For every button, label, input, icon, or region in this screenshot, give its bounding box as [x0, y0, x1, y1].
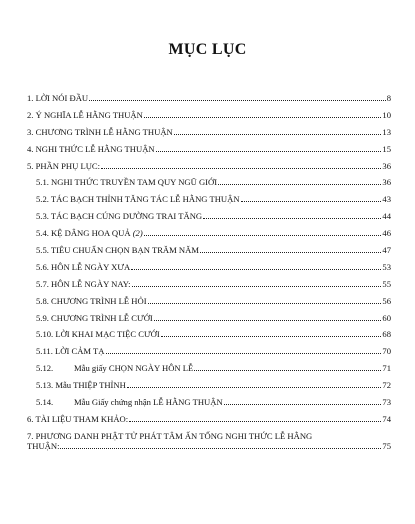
toc-page-number: 72: [382, 380, 391, 391]
toc-subentry[interactable]: [27, 346, 391, 356]
toc-subentry[interactable]: [27, 177, 391, 187]
dot-leader: [154, 320, 382, 321]
toc-page-number: 15: [382, 143, 391, 154]
toc-page-number: 47: [382, 245, 391, 256]
toc-subentry[interactable]: [27, 397, 391, 407]
toc-entry-label: 5. PHẦN PHỤ LỤC:: [27, 160, 101, 171]
toc-entry-label: 5.13. Mẫu THIỆP THỈNH: [36, 380, 126, 391]
table-of-contents: [27, 93, 391, 458]
toc-entry-label: 5.8. CHƯƠNG TRÌNH LỄ HỎI: [36, 295, 147, 306]
toc-page-number: 8: [386, 93, 391, 103]
toc-page-number: 68: [382, 329, 391, 340]
toc-entry-label: 1. LỜI NÓI ĐẦU: [27, 93, 89, 103]
toc-page-number: 13: [382, 126, 391, 137]
toc-subentry[interactable]: [27, 279, 391, 289]
toc-entry-label: 7. PHƯƠNG DANH PHẬT TỬ PHÁT TÂM ẤN TỐNG NGHI THỨC LỄ HẰNG: [27, 430, 313, 441]
dot-leader: [200, 252, 381, 253]
dot-leader: [127, 387, 382, 388]
dot-leader: [144, 235, 382, 236]
toc-entry-label: 5.11. LỜI CẢM TẠ: [36, 346, 105, 357]
toc-entry[interactable]: [27, 127, 391, 137]
toc-entry-label: 5.5. TIÊU CHUẨN CHỌN BẠN TRĂM NĂM: [36, 245, 199, 256]
toc-entry-number: 5.14.: [36, 397, 54, 408]
toc-entry-label-continued: THUẬN:: [27, 440, 60, 451]
toc-entry-label: [36, 228, 143, 238]
toc-entry-label-text: Mẫu Giấy chứng nhận LỄ HẰNG THUẬN: [74, 397, 223, 408]
toc-page-number: 71: [382, 363, 391, 374]
toc-entry-label: 3. CHƯƠNG TRÌNH LỄ HẰNG THUẬN: [27, 126, 173, 137]
toc-entry-label: 2. Ý NGHĨA LỄ HẰNG THUẬN: [27, 109, 143, 120]
dot-leader: [161, 336, 382, 337]
toc-entry-number: 5.12.: [36, 363, 54, 374]
toc-page-number: 70: [382, 346, 391, 357]
toc-page-number: 73: [382, 397, 391, 408]
toc-entry-label: 6. TÀI LIỆU THAM KHẢO:: [27, 413, 129, 424]
toc-entry-label-note: (2): [132, 228, 143, 239]
toc-page-number: 36: [382, 177, 391, 188]
dot-leader: [148, 303, 382, 304]
toc-subentry[interactable]: [27, 363, 391, 373]
toc-subentry[interactable]: [27, 211, 391, 221]
toc-page-number: 74: [382, 413, 391, 424]
dot-leader: [129, 421, 381, 422]
toc-entry-label: 5.3. TÁC BẠCH CÚNG DƯỜNG TRAI TĂNG: [36, 211, 203, 222]
toc-page-number: 43: [382, 194, 391, 205]
toc-page-number: 60: [382, 312, 391, 323]
dot-leader: [131, 269, 381, 270]
toc-entry[interactable]: [27, 431, 391, 451]
dot-leader: [224, 404, 382, 405]
dot-leader: [132, 286, 382, 287]
toc-entry-label: [36, 363, 193, 373]
toc-entry-label: 5.1. NGHI THỨC TRUYỀN TAM QUY NGŨ GIỚI: [36, 177, 218, 188]
toc-page-number: 53: [382, 261, 391, 272]
toc-entry-label-text: Mẫu giấy CHỌN NGÀY HÔN LỄ: [74, 363, 194, 374]
toc-subentry[interactable]: [27, 380, 391, 390]
toc-entry-label: 5.7. HÔN LỄ NGÀY NAY:: [36, 278, 131, 289]
dot-leader: [203, 218, 381, 219]
toc-page-number: 56: [382, 295, 391, 306]
toc-entry[interactable]: [27, 144, 391, 154]
toc-page-number: 55: [382, 278, 391, 289]
toc-page-number: 10: [382, 109, 391, 120]
toc-subentry[interactable]: [27, 194, 391, 204]
toc-page-number: 44: [382, 211, 391, 222]
toc-subentry[interactable]: [27, 296, 391, 306]
toc-entry[interactable]: [27, 93, 391, 103]
toc-entry[interactable]: [27, 161, 391, 171]
toc-page-number: 46: [382, 228, 391, 239]
dot-leader: [144, 117, 382, 118]
toc-subentry[interactable]: [27, 329, 391, 339]
dot-leader: [194, 370, 381, 371]
toc-entry-continuation: [27, 441, 391, 451]
dot-leader: [60, 448, 381, 449]
dot-leader: [101, 168, 381, 169]
toc-page-number: 75: [382, 440, 391, 451]
dot-leader: [218, 184, 381, 185]
toc-subentry[interactable]: [27, 245, 391, 255]
toc-subentry[interactable]: [27, 313, 391, 323]
toc-subentry[interactable]: [27, 262, 391, 272]
toc-entry-label: 5.9. CHƯƠNG TRÌNH LỄ CƯỚI: [36, 312, 153, 323]
dot-leader: [89, 100, 386, 101]
toc-entry[interactable]: [27, 110, 391, 120]
dot-leader: [174, 134, 382, 135]
page-title: MỤC LỤC: [168, 41, 247, 58]
toc-entry-label: 4. NGHI THỨC LỄ HẰNG THUẬN: [27, 143, 155, 154]
toc-entry-label: 5.10. LỜI KHAI MẠC TIỆC CƯỚI: [36, 329, 160, 340]
toc-page-number: 36: [382, 160, 391, 171]
dot-leader: [106, 353, 382, 354]
toc-entry-label: 5.6. HÔN LỄ NGÀY XƯA: [36, 261, 131, 272]
toc-entry-label: [36, 397, 223, 407]
toc-subentry[interactable]: [27, 228, 391, 238]
dot-leader: [241, 201, 382, 202]
toc-entry-label-text: 5.4. KỆ DÂNG HOA QUẢ: [36, 228, 131, 239]
toc-entry-label: 5.2. TÁC BẠCH THỈNH TĂNG TÁC LỄ HẰNG THUẬN: [36, 194, 240, 205]
dot-leader: [156, 151, 382, 152]
toc-entry[interactable]: [27, 414, 391, 424]
